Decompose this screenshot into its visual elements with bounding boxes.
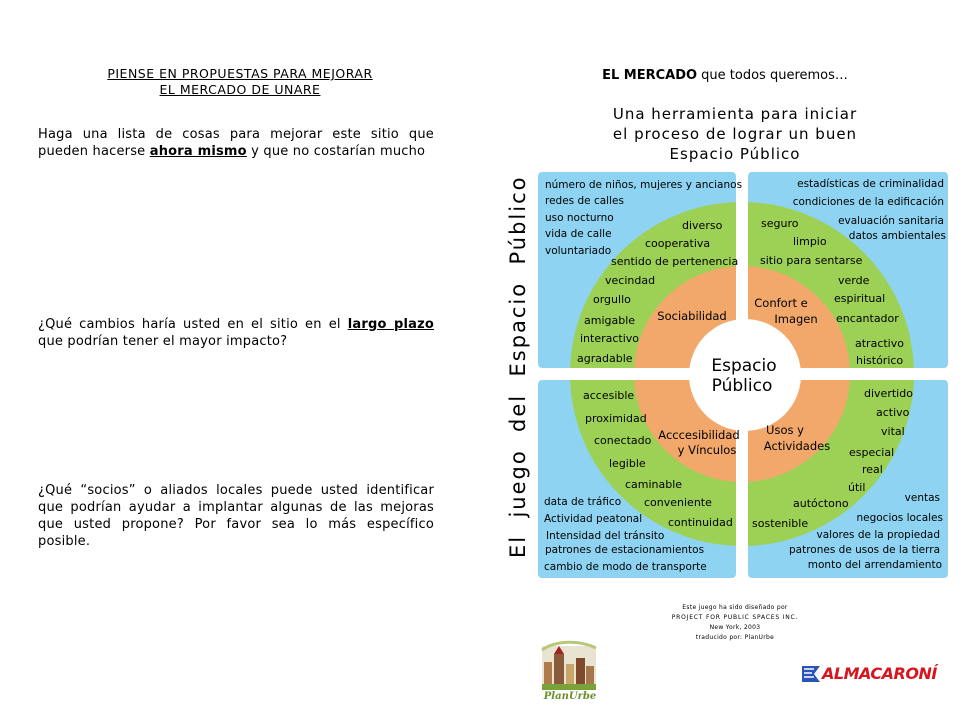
label-confort-1: Confort e: [754, 296, 808, 310]
heading-bold: EL MERCADO: [602, 68, 698, 83]
label-accesibilidad-1: Acccesibilidad: [658, 428, 740, 442]
label-confort-2: Imagen: [774, 312, 818, 326]
tl-blue-item: voluntariado: [545, 245, 612, 257]
subheading-line2: el proceso de lograr un buen: [612, 125, 858, 143]
tl-green-item: diverso: [682, 219, 723, 232]
br-blue-item: valores de la propiedad: [816, 529, 940, 541]
tl-green-item: amigable: [584, 314, 636, 327]
question-text: que podrían tener el mayor impacto?: [38, 334, 288, 349]
question-text: Haga una lista de cosas para mejorar este sitio que pueden hacerse: [38, 127, 434, 159]
bl-blue-item: Intensidad del tránsito: [546, 530, 665, 542]
tr-blue-item: condiciones de la edificación: [792, 196, 944, 208]
bl-green-item: proximidad: [585, 412, 647, 425]
credits-line1: Este juego ha sido diseñado por: [682, 604, 788, 611]
br-blue-item: ventas: [904, 492, 940, 504]
tl-green-item: orgullo: [593, 293, 631, 306]
worksheet-title-line1: PIENSE EN PROPUESTAS PARA MEJORAR: [107, 66, 373, 81]
label-usos-1: Usos y: [766, 423, 804, 437]
br-green-item: activo: [876, 406, 910, 419]
tr-green-item: encantador: [836, 312, 899, 325]
worksheet-title-line2: EL MERCADO DE UNARE: [159, 82, 321, 97]
br-green-item: sostenible: [752, 517, 809, 530]
tr-green-item: verde: [838, 274, 870, 287]
tr-green-item: atractivo: [855, 337, 904, 350]
tr-green-item: seguro: [761, 217, 799, 230]
almacaroni-logo-text: ALMACARONÍ: [822, 664, 937, 683]
credits-line4: traducido por: PlanUrbe: [695, 634, 775, 641]
label-accesibilidad-2: y Vínculos: [677, 443, 737, 457]
tl-blue-item: vida de calle: [545, 228, 612, 240]
credits-line2: PROJECT FOR PUBLIC SPACES INC.: [671, 614, 799, 621]
br-green-item: divertido: [864, 387, 913, 400]
planurbe-logo-text: PlanUrbe: [543, 691, 597, 702]
question-text: y que no costarían mucho: [246, 144, 426, 159]
tl-green-item: cooperativa: [645, 237, 711, 250]
bl-green-item: legible: [609, 457, 646, 470]
tr-green-item: limpio: [793, 235, 827, 248]
tl-green-item: agradable: [577, 352, 633, 365]
bl-blue-item: patrones de estacionamientos: [545, 544, 705, 556]
br-blue-item: monto del arrendamiento: [807, 559, 942, 571]
credits: [650, 603, 820, 643]
tl-blue-item: redes de calles: [545, 195, 624, 207]
br-green-item: útil: [848, 481, 866, 494]
br-blue-item: negocios locales: [856, 512, 943, 524]
question-text: ¿Qué cambios haría usted en el sitio en el: [38, 317, 348, 332]
question-emphasis: largo plazo: [347, 317, 434, 332]
label-sociabilidad: Sociabilidad: [657, 309, 727, 323]
subheading-line1: Una herramienta para iniciar: [612, 105, 858, 123]
label-usos-2: Actividades: [763, 439, 831, 453]
tl-green-item: vecindad: [605, 274, 656, 287]
bl-green-item: caminable: [625, 478, 683, 491]
tr-green-item: sitio para sentarse: [760, 254, 863, 267]
bl-green-item: conveniente: [644, 496, 712, 509]
subheading-line3: Espacio Público: [669, 145, 801, 163]
center-label-line1: Espacio: [711, 356, 777, 376]
br-green-item: autóctono: [793, 497, 849, 510]
tr-green-item: histórico: [856, 354, 904, 367]
tl-green-item: sentido de pertenencia: [611, 255, 739, 268]
question-partners: ¿Qué “socios” o aliados locales puede usted identificar que podrían ayudar a implantar algunas de las mejoras que usted propone? Por favor sea lo más específico posible.: [38, 483, 434, 549]
bl-blue-item: Actividad peatonal: [544, 513, 643, 525]
tr-blue-item: estadísticas de criminalidad: [797, 178, 944, 190]
br-green-item: especial: [849, 446, 895, 459]
br-blue-item: patrones de usos de la tierra: [789, 544, 940, 556]
bl-green-item: continuidad: [668, 516, 733, 529]
tr-green-item: espiritual: [834, 292, 886, 305]
tl-blue-item: uso nocturno: [545, 212, 614, 224]
tr-blue-item: evaluación sanitaria: [838, 215, 944, 227]
tl-green-item: interactivo: [580, 332, 640, 345]
vertical-game-title: El juego del Espacio Público: [506, 175, 530, 558]
bl-green-item: accesible: [583, 389, 635, 402]
question-emphasis: ahora mismo: [149, 144, 247, 159]
tr-blue-item: datos ambientales: [848, 230, 946, 242]
br-green-item: real: [862, 463, 883, 476]
heading-rest: que todos queremos…: [697, 68, 848, 83]
tl-blue-item: número de niños, mujeres y ancianos: [545, 179, 743, 191]
center-label-line2: Público: [711, 376, 773, 396]
bl-green-item: conectado: [594, 434, 652, 447]
bl-blue-item: cambio de modo de transporte: [544, 561, 707, 573]
br-green-item: vital: [881, 425, 905, 438]
bl-blue-item: data de tráfico: [544, 496, 622, 508]
credits-line3: New York, 2003: [709, 624, 761, 631]
